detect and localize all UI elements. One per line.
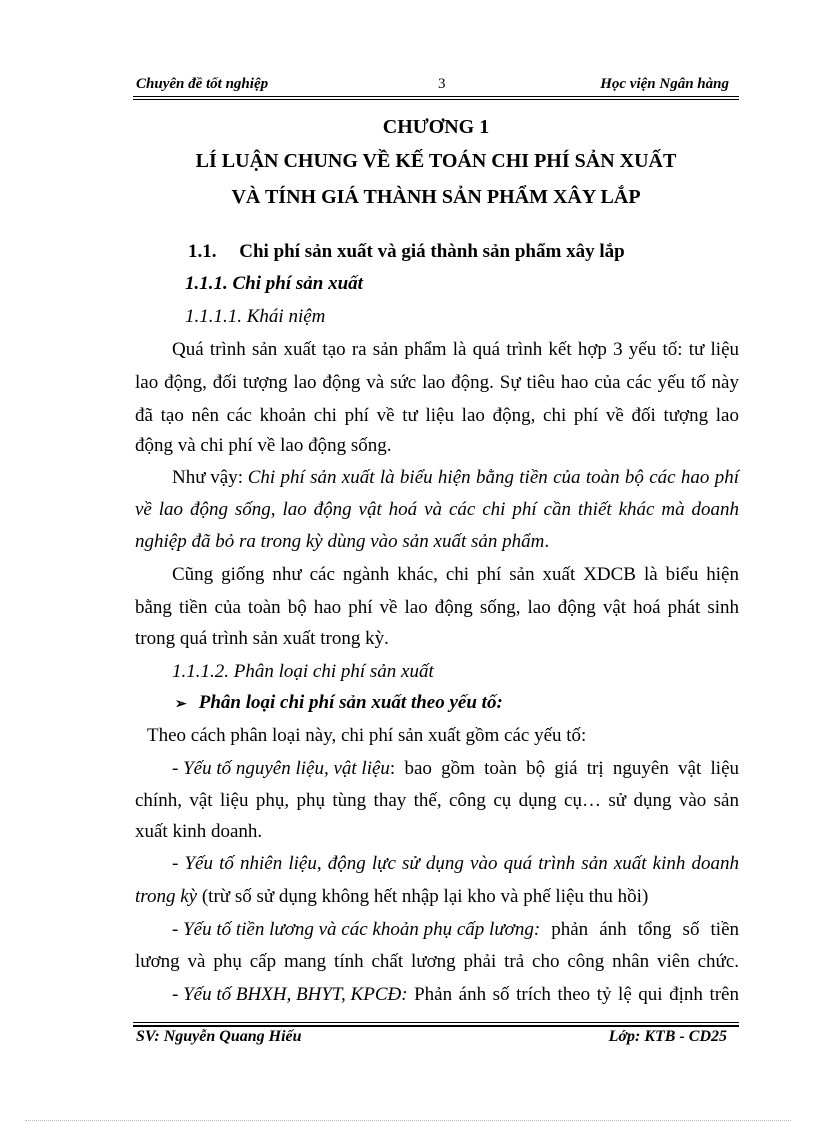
list-item-text: Phản ánh số trích theo tỷ lệ qui định trên — [407, 984, 739, 1005]
list-item — [172, 757, 739, 781]
footer-student-name: SV: Nguyễn Quang Hiếu — [136, 1028, 302, 1045]
footer-divider-thick — [133, 1025, 739, 1027]
footer-class: Lớp: KTB - CD25 — [608, 1028, 727, 1045]
list-item — [172, 918, 739, 942]
definition-text: nghiệp đã bỏ ra trong kỳ dùng vào sản xuất sản phẩm — [135, 531, 545, 552]
section-heading-1-1-1: 1.1.1. Chi phí sản xuất — [185, 273, 363, 294]
list-item-label: - Yếu tố tiền lương và các khoản phụ cấp lương: — [172, 919, 541, 940]
paragraph-line — [135, 530, 739, 554]
list-item-text: (trừ số sử dụng không hết nhập lại kho và phế liệu thu hồi) — [197, 886, 649, 907]
section-heading-1-1-1-1: 1.1.1.1. Khái niệm — [185, 306, 326, 327]
list-item — [135, 885, 739, 909]
paragraph-line: bằng tiền của toàn bộ hao phí về lao động sống, lao động vật hoá phát sinh — [135, 597, 739, 618]
list-item-text: xuất kinh doanh. — [135, 821, 263, 842]
definition-text: về lao động sống, lao động vật hoá và các chi phí cần thiết khác mà doanh — [135, 499, 739, 520]
list-item-label: - Yếu tố BHXH, BHYT, KPCĐ: — [172, 984, 408, 1005]
paragraph-line: lao động, đối tượng lao động và sức lao động. Sự tiêu hao của các yếu tố này — [135, 372, 739, 393]
section-number: 1.1. — [188, 241, 217, 262]
list-item-label: - Yếu tố nhiên liệu, động lực sử dụng vào quá trình sản xuất kinh doanh — [172, 853, 739, 874]
paragraph-line: Cũng giống như các ngành khác, chi phí sản xuất XDCB là biểu hiện — [172, 564, 739, 585]
page-header — [133, 74, 739, 97]
page-boundary-line — [25, 1120, 791, 1121]
definition-end: . — [544, 531, 550, 552]
header-right-institution: Học viện Ngân hàng — [600, 76, 729, 92]
paragraph-line — [172, 466, 739, 490]
list-item-text: phản ánh tổng số tiền — [540, 919, 739, 940]
list-item-text: chính, vật liệu phụ, phụ tùng thay thế, công cụ dụng cụ… sử dụng vào sản — [135, 790, 739, 811]
page-number: 3 — [438, 76, 446, 92]
paragraph-line: Theo cách phân loại này, chi phí sản xuất gồm các yếu tố: — [147, 725, 587, 746]
chapter-title-line-1: LÍ LUẬN CHUNG VỀ KẾ TOÁN CHI PHÍ SẢN XUẤT — [195, 150, 677, 172]
page-footer — [133, 1028, 739, 1052]
arrow-bullet-icon: ➢ — [175, 697, 187, 712]
paragraph-line: động và chi phí về lao động sống. — [135, 435, 392, 456]
footer-divider — [133, 1022, 739, 1023]
chapter-title-line-2: VÀ TÍNH GIÁ THÀNH SẢN PHẨM XÂY LẮP — [231, 186, 641, 208]
list-item — [172, 983, 739, 1007]
header-left-title: Chuyên đề tốt nghiệp — [136, 76, 269, 92]
paragraph-line: trong quá trình sản xuất trong kỳ. — [135, 628, 389, 649]
paragraph-line: đã tạo nên các khoản chi phí về tư liệu lao động, chi phí về đối tượng lao — [135, 405, 739, 426]
definition-prefix: Như vậy: — [172, 467, 248, 488]
list-item-text: : bao gồm toàn bộ giá trị nguyên vật liệu — [389, 758, 739, 779]
chapter-number: CHƯƠNG 1 — [382, 116, 490, 138]
bullet-heading — [175, 691, 739, 717]
definition-text: Chi phí sản xuất là biểu hiện bằng tiền của toàn bộ các hao phí — [247, 467, 739, 488]
paragraph-line: Quá trình sản xuất tạo ra sản phẩm là quá trình kết hợp 3 yếu tố: tư liệu — [172, 339, 739, 360]
section-heading-1-1 — [188, 240, 739, 264]
list-item-text: lương và phụ cấp mang tính chất lương phải trả cho công nhân viên chức. — [135, 951, 739, 972]
section-heading-1-1-1-2: 1.1.1.2. Phân loại chi phí sản xuất — [172, 661, 434, 682]
bullet-heading-text: Phân loại chi phí sản xuất theo yếu tố: — [198, 692, 503, 713]
list-item-label: - Yếu tố nguyên liệu, vật liệu — [172, 758, 390, 779]
header-divider — [133, 99, 739, 100]
section-title: Chi phí sản xuất và giá thành sản phẩm xây lắp — [239, 241, 625, 262]
list-item-label: trong kỳ — [135, 886, 198, 907]
